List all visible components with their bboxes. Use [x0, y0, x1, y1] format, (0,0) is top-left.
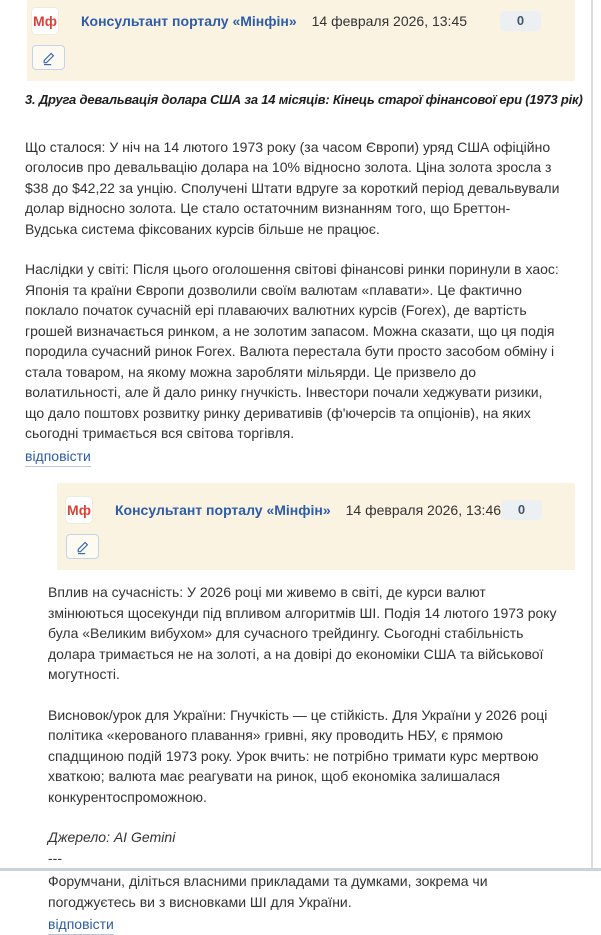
- comment-2-header: [57, 483, 575, 570]
- comment-paragraph: Наслідки у світі: Після цього оголошення світові фінансові ринки поринули в хаос: Японія та країни Європи дозволили своїм валютам «плавати». Це фактично поклало початок сучасній ері плаваючих валютних курсів (Forex), де вартість грошей визначається ринком, а не золотим запасом. Можна сказати, що ця подія породила сучасний ринок Forex. Валюта перестала бути просто засобом обміну і стала товаром, на якому можна заробляти мільярди. Це призвело до волатильності, але й дало ринку гнучкість. Інвестори почали хеджувати ризики, що дало поштовх розвитку ринку деривативів (ф'ючерсів та опціонів), на яких сьогодні тримається вся світова торгівля.: [25, 261, 559, 441]
- source-line: Джерело: AI Gemini: [48, 829, 176, 845]
- edit-pencil-icon: [41, 50, 57, 66]
- comment-2-body: [48, 582, 560, 935]
- rating-badge: 0: [500, 11, 541, 31]
- comment-paragraph: Висновок/урок для України: Гнучкість — це стійкість. Для України у 2026 році політика «керованого плавання» гривні, яку проводить НБУ, є прямою спадщиною подій 1973 року. Урок вчить: не потрібно тримати курс мертвою хваткою; валюта має реагувати на ринок, щоб економіка залишалася конкурентоспроможною.: [48, 706, 548, 805]
- content-divider-line: [591, 0, 593, 871]
- comment-1-body: [25, 90, 583, 466]
- outro-paragraph: Форумчани, діліться власними прикладами та думками, зокрема чи погоджуєтесь ви з висновками ШІ для України.: [48, 873, 488, 910]
- reply-row: [48, 914, 560, 935]
- rating-badge: 0: [501, 500, 542, 520]
- comment-date: 14 февраля 2026, 13:46: [345, 502, 502, 518]
- author-link[interactable]: Консультант порталу «Мінфін»: [81, 13, 297, 29]
- comment-2: [0, 483, 601, 935]
- reply-link[interactable]: відповісти: [25, 448, 91, 467]
- minfin-avatar[interactable]: Мф: [32, 8, 58, 34]
- comment-1: [0, 0, 601, 466]
- edit-button[interactable]: [32, 45, 65, 70]
- comment-1-header: [27, 0, 575, 81]
- comment-paragraph: Що сталося: У ніч на 14 лютого 1973 року (за часом Європи) уряд США офіційно оголосив про девальвацію долара на 10% відносно золота. Ціна золота зросла з $38 до $42,22 за унцію. Сполучені Штати вдруге за короткий період девальвували долар відносно золота. Це стало остаточним визнанням того, що Бреттон-Вудська система фіксованих курсів більше не працює.: [25, 138, 560, 237]
- edit-pencil-icon: [75, 539, 91, 555]
- author-link[interactable]: Консультант порталу «Мінфін»: [115, 502, 331, 518]
- comment-paragraph: Вплив на сучасність: У 2026 році ми живемо в світі, де курси валют змінюються щосекунди під впливом алгоритмів ШІ. Подія 14 лютого 1973 року була «Великим вибухом» для сучасного трейдингу. Сьогодні стабільність долара тримається не на золоті, а на довірі до економіки США та військової могутності.: [48, 584, 557, 682]
- comment-date: 14 февраля 2026, 13:45: [311, 13, 468, 29]
- reply-row: [25, 446, 562, 467]
- minfin-avatar[interactable]: Мф: [66, 497, 92, 523]
- separator-line: ---: [48, 849, 62, 866]
- reply-link[interactable]: відповісти: [48, 916, 114, 935]
- post-title: 3. Друга девальвація долара США за 14 місяців: Кінець старої фінансової ери (1973 рік): [25, 92, 583, 107]
- edit-button[interactable]: [66, 534, 99, 559]
- comment-2-header-row: [66, 497, 541, 523]
- comment-1-header-row: [32, 8, 541, 34]
